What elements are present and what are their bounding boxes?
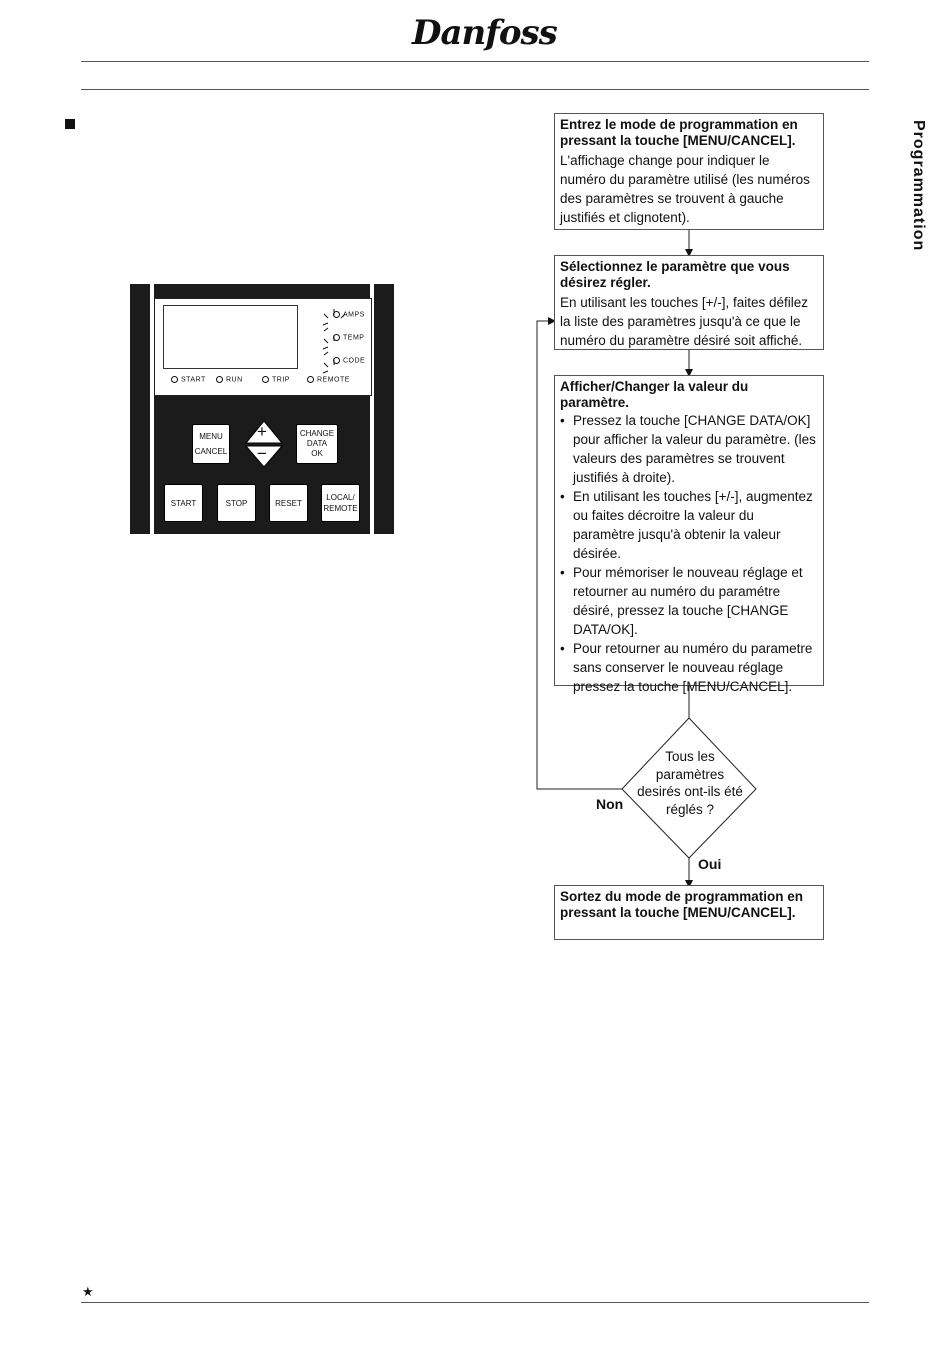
- indicator-amps: AMPS: [333, 311, 365, 318]
- indicator-code: CODE: [333, 357, 365, 364]
- menu-cancel-key[interactable]: MENU CANCEL: [192, 424, 230, 464]
- step-exit-programming: Sortez du mode de programmation en pressant la touche [MENU/CANCEL].: [554, 885, 824, 940]
- decision-yes-label: Oui: [698, 856, 722, 872]
- change-data-ok-key[interactable]: CHANGE DATA OK: [296, 424, 338, 464]
- minus-key-label[interactable]: −: [257, 444, 267, 463]
- footer-rule: [81, 1302, 869, 1303]
- indicator-temp: TEMP: [333, 334, 364, 341]
- stop-key[interactable]: STOP: [217, 484, 256, 522]
- side-tab-label: Programmation: [910, 120, 927, 252]
- step-change-value: Afficher/Changer la valeur du paramètre. • Pressez la touche [CHANGE DATA/OK] pour afficher la valeur du paramètre. (les valeurs des paramètres se trouvent justifiés à droite). • En utilisant les touches [+/-], augmentez ou faites décroitre la valeur du paramètre jusqu'à obtenir la valeur désirée. • Pour mémoriser le nouveau réglage et retourner au numéro du paramétre désiré, pressez la touche [CHANGE DATA/OK]. • Pour retourner au numéro du parametre sans conserver le nouveau réglage pressez la touche [MENU/CANCEL].: [554, 375, 824, 686]
- start-key[interactable]: START: [164, 484, 203, 522]
- reset-key[interactable]: RESET: [269, 484, 308, 522]
- led-trip: TRIP: [262, 376, 290, 383]
- danfoss-logo: Danfoss: [412, 13, 557, 53]
- led-run: RUN: [216, 376, 243, 383]
- step-select-parameter: Sélectionnez le paramètre que vous désirez régler. En utilisant les touches [+/-], faites défilez la liste des paramètres jusqu'à ce que le numéro du paramètre désiré soit affiché.: [554, 255, 824, 350]
- led-start: START: [171, 376, 206, 383]
- decision-no-label: Non: [596, 796, 624, 812]
- plus-key-label[interactable]: +: [257, 422, 267, 441]
- list-item: • Pour retourner au numéro du parametre sans conserver le nouveau réglage pressez la touche [MENU/CANCEL].: [560, 639, 818, 696]
- local-remote-key[interactable]: LOCAL/ REMOTE: [321, 484, 360, 522]
- decision-question: Tous les paramètres desirés ont-ils été réglés ?: [637, 749, 743, 817]
- star-icon: ★: [82, 1284, 94, 1299]
- list-item: • Pressez la touche [CHANGE DATA/OK] pour afficher la valeur du paramètre. (les valeurs des paramètres se trouvent justifiés à droite).: [560, 411, 818, 487]
- list-item: • En utilisant les touches [+/-], augmentez ou faites décroitre la valeur du paramètre jusqu'à obtenir la valeur désirée.: [560, 487, 818, 563]
- step-enter-programming: Entrez le mode de programmation en pressant la touche [MENU/CANCEL]. L'affichage change pour indiquer le numéro du paramètre utilisé (les numéros des paramètres se trouvent à gauche justifiés et clignotent).: [554, 113, 824, 230]
- led-remote: REMOTE: [307, 376, 350, 383]
- change-value-bullets: [560, 411, 818, 696]
- list-item: • Pour mémoriser le nouveau réglage et retourner au numéro du paramétre désiré, pressez la touche [CHANGE DATA/OK].: [560, 563, 818, 639]
